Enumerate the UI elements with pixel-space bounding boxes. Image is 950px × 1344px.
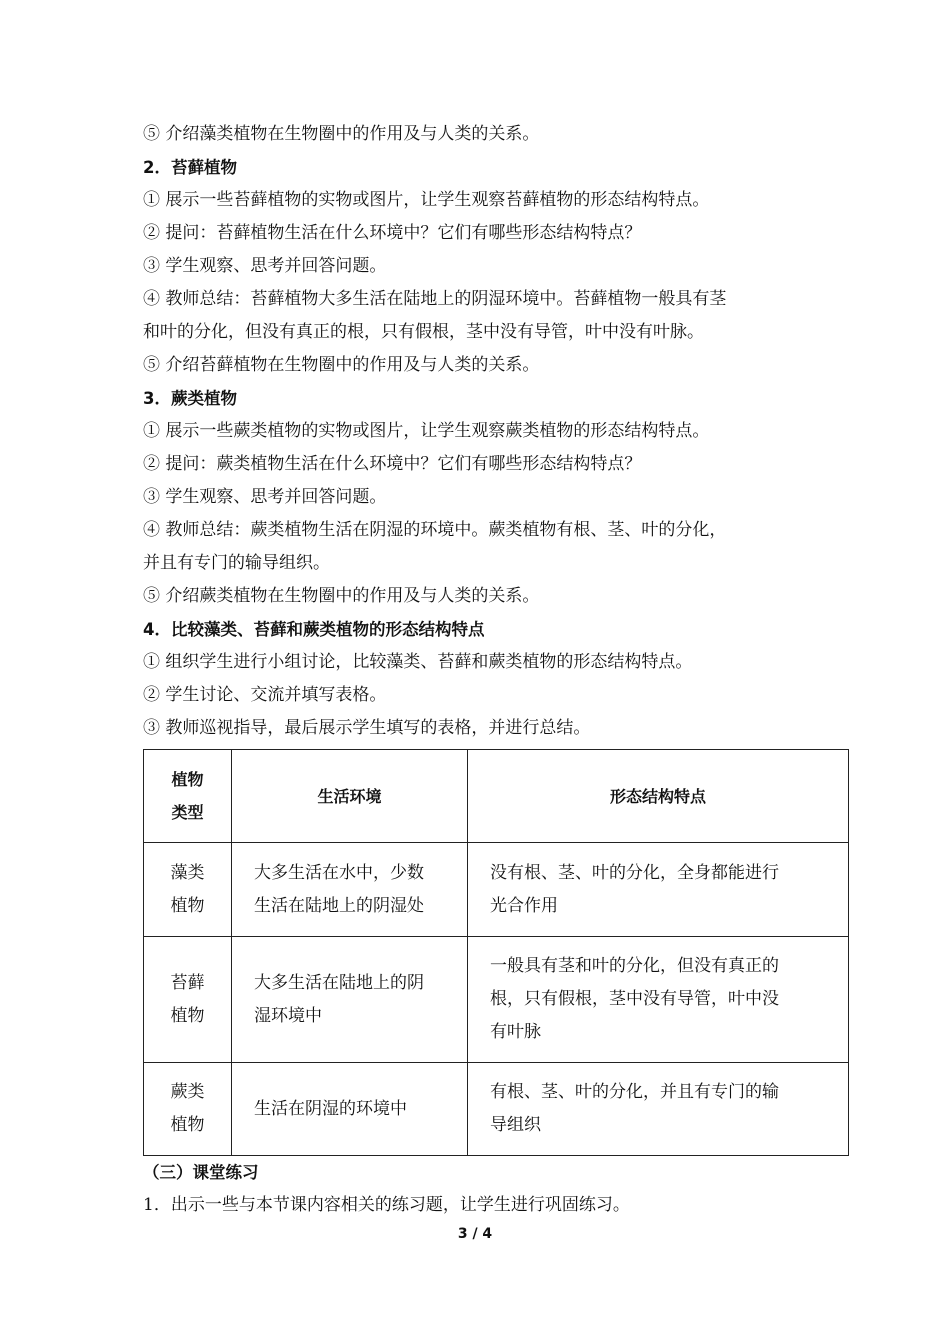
table-row [144,1063,849,1156]
cell-plant-type [144,1063,232,1156]
cell-plant-type [144,937,232,1063]
cell-type-line: 藻类 [170,862,205,883]
cell-line: 大多生活在水中，少数 [254,862,424,883]
cell-line: 有根、茎、叶的分化，并且有专门的输 [490,1082,779,1102]
cell-environment [232,843,468,937]
table-header-row [144,750,849,843]
section-heading: 4．比较藻类、苔藓和蕨类植物的形态结构特点 [143,620,485,639]
text-block-bottom [143,1156,849,1222]
paragraph-line: ② 学生讨论、交流并填写表格。 [143,685,387,705]
paragraph-line: 并且有专门的输导组织。 [143,553,330,573]
paragraph-line: ⑤ 介绍藻类植物在生物圈中的作用及与人类的关系。 [143,124,540,144]
cell-line: 根，只有假根，茎中没有导管，叶中没 [490,989,779,1009]
cell-type-line: 苔藓 [170,972,205,993]
paragraph-line: ⑤ 介绍蕨类植物在生物圈中的作用及与人类的关系。 [143,586,540,606]
cell-type-line: 蕨类 [170,1082,205,1102]
cell-line: 湿环境中 [254,1005,322,1026]
page-content [143,118,849,1222]
paragraph-line: ③ 学生观察、思考并回答问题。 [143,487,387,507]
cell-features [468,1063,849,1156]
cell-line: 光合作用 [490,895,558,916]
paragraph-line: ④ 教师总结：蕨类植物生活在阴湿的环境中。蕨类植物有根、茎、叶的分化， [143,520,727,540]
cell-environment [232,937,468,1063]
header-type-line2: 类型 [171,803,204,822]
cell-type-line: 植物 [170,895,205,916]
paragraph-line: ① 组织学生进行小组讨论，比较藻类、苔藓和蕨类植物的形态结构特点。 [143,652,693,672]
page-number: 3 / 4 [457,1226,493,1242]
cell-line: 导组织 [490,1115,541,1135]
section-heading: 2．苔藓植物 [143,158,237,177]
cell-type-line: 植物 [170,1115,205,1135]
section-heading: 3．蕨类植物 [143,389,237,408]
paragraph-line: ④ 教师总结：苔藓植物大多生活在陆地上的阴湿环境中。苔藓植物一般具有茎 [143,289,727,309]
paragraph-line: 和叶的分化，但没有真正的根，只有假根，茎中没有导管，叶中没有叶脉。 [143,322,704,342]
paragraph-line: ③ 学生观察、思考并回答问题。 [143,256,387,276]
table-row [144,843,849,937]
header-environment: 生活环境 [232,750,468,843]
table-row [144,937,849,1063]
header-type-line1: 植物 [171,770,204,789]
paragraph-line: ① 展示一些蕨类植物的实物或图片，让学生观察蕨类植物的形态结构特点。 [143,421,710,441]
table-body [144,843,849,1156]
cell-type-line: 植物 [170,1005,205,1026]
header-features: 形态结构特点 [468,750,849,843]
section-heading: （三）课堂练习 [143,1163,259,1182]
paragraph-line: ① 展示一些苔藓植物的实物或图片，让学生观察苔藓植物的形态结构特点。 [143,190,710,210]
cell-line: 大多生活在陆地上的阴 [254,972,424,993]
cell-line: 一般具有茎和叶的分化，但没有真正的 [490,956,779,976]
paragraph-line: ② 提问：苔藓植物生活在什么环境中？它们有哪些形态结构特点？ [143,223,642,243]
cell-line: 有叶脉 [490,1022,541,1042]
paragraph-line: ③ 教师巡视指导，最后展示学生填写的表格，并进行总结。 [143,718,591,738]
paragraph-line: 1．出示一些与本节课内容相关的练习题，让学生进行巩固练习。 [143,1195,630,1215]
paragraph-line: ⑤ 介绍苔藓植物在生物圈中的作用及与人类的关系。 [143,355,540,375]
cell-features [468,937,849,1063]
paragraph-line: ② 提问：蕨类植物生活在什么环境中？它们有哪些形态结构特点？ [143,454,642,474]
comparison-table [143,749,849,1156]
text-block-top [143,118,849,745]
header-plant-type [144,750,232,843]
cell-line: 生活在阴湿的环境中 [254,1098,407,1119]
cell-line: 没有根、茎、叶的分化，全身都能进行 [490,862,779,883]
cell-plant-type [144,843,232,937]
cell-environment [232,1063,468,1156]
cell-line: 生活在陆地上的阴湿处 [254,895,424,916]
cell-features [468,843,849,937]
